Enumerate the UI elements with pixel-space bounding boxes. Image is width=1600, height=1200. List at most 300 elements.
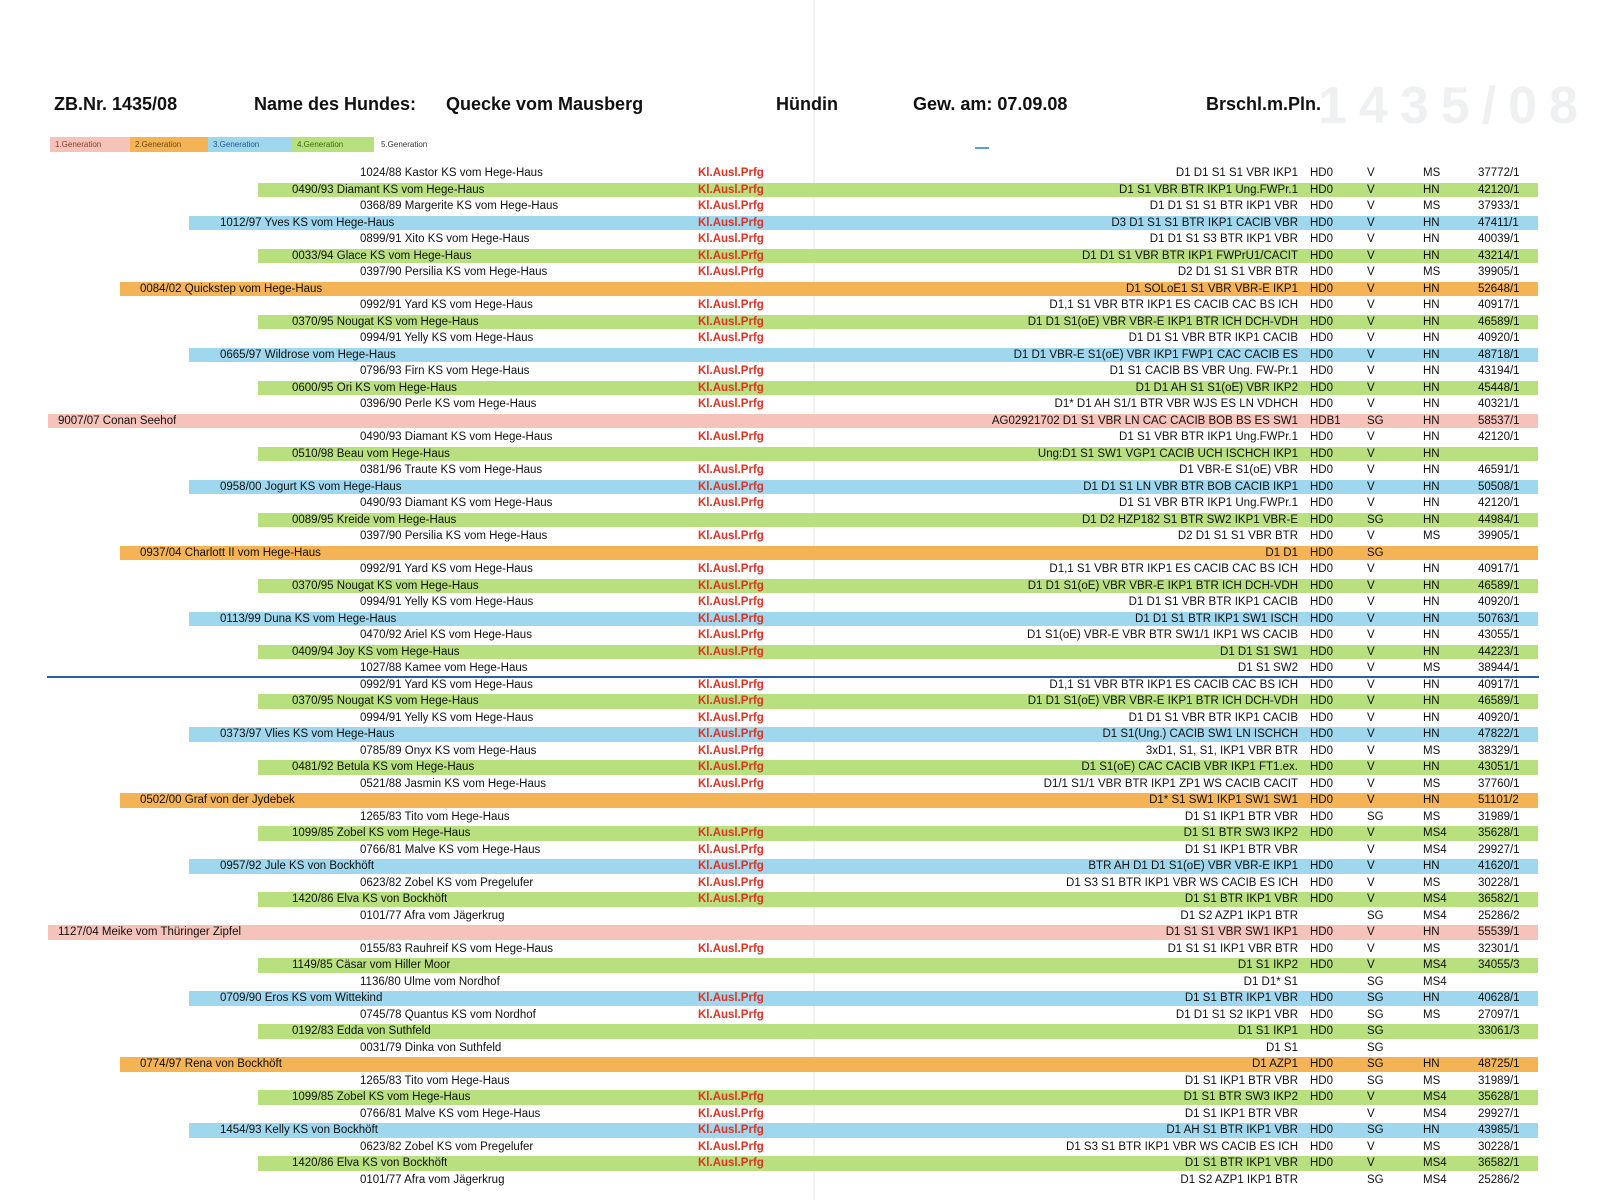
pruefung-cell: Kl.Ausl.Prfg [698,497,764,509]
dgstb-number-cell: 48718/1 [1478,348,1520,361]
results-cell: D1,1 S1 VBR BTR IKP1 ES CACIB CAC BS ICH [1049,678,1298,691]
dog-name-cell: 0994/91 Yelly KS vom Hege-Haus [360,596,534,608]
dog-name-cell: 1265/83 Tito vom Hege-Haus [360,1074,510,1087]
pedigree-row [0,462,1600,479]
results-cell: D1,1 S1 VBR BTR IKP1 ES CACIB CAC BS ICH [1049,563,1298,575]
dog-name-cell: 0397/90 Persilia KS vom Hege-Haus [360,266,548,278]
pedigree-row [0,693,1600,710]
results-cell: D1 S1 IKP2 [1237,959,1298,971]
pedigree-row [0,314,1600,331]
dog-name-cell: 1027/88 Kamee vom Hege-Haus [360,662,528,674]
abstammung-cell: HN [1423,1058,1440,1070]
pedigree-row [0,858,1600,875]
formwert-cell: V [1367,365,1375,377]
results-cell: D1 SOLoE1 S1 VBR VBR-E IKP1 [1126,282,1298,295]
abstammung-cell: MS4 [1423,893,1447,905]
dgstb-number-cell: 32301/1 [1478,942,1520,955]
hd-cell: HD0 [1310,876,1334,889]
dog-name-cell: 0490/93 Diamant KS vom Hege-Haus [360,431,553,443]
results-cell: D1 S1 IKP1 BTR VBR [1184,1107,1298,1120]
abstammung-cell: MS4 [1423,827,1447,839]
pedigree-row [0,809,1600,826]
pedigree-row [0,677,1600,694]
dgstb-number-cell: 37760/1 [1478,777,1520,790]
formwert-cell: V [1367,1091,1375,1103]
dgstb-number-cell: 44984/1 [1478,513,1520,526]
abstammung-cell: MS [1423,1008,1441,1021]
dgstb-number-cell: 40917/1 [1478,563,1520,575]
hd-cell: HD0 [1310,216,1334,229]
dog-name-cell: 0101/77 Afra vom Jägerkrug [360,909,505,922]
legend-gen-5: 5.Generation [381,140,428,149]
hd-cell: HD0 [1310,579,1334,592]
formwert-cell: SG [1367,810,1384,823]
pedigree-row [0,264,1600,281]
abstammung-cell: MS4 [1423,1107,1447,1120]
abstammung-cell: HN [1423,332,1440,344]
dog-name-cell: 1099/85 Zobel KS vom Hege-Haus [292,827,471,839]
dog-name-cell: 1012/97 Yves KS vom Hege-Haus [220,216,395,229]
pruefung-cell: Kl.Ausl.Prfg [698,728,764,740]
pedigree-row [0,710,1600,727]
hd-cell: HD0 [1310,1157,1334,1169]
dgstb-number-cell: 40039/1 [1478,233,1520,245]
formwert-cell: V [1367,249,1375,262]
abstammung-cell: HN [1423,761,1440,773]
pedigree-row [0,297,1600,314]
dog-name-cell: 0397/90 Persilia KS vom Hege-Haus [360,530,548,542]
dog-name-cell: 0470/92 Ariel KS vom Hege-Haus [360,629,532,641]
results-cell: D1 S1 VBR BTR IKP1 Ung.FWPr.1 [1119,183,1298,196]
pruefung-cell: Kl.Ausl.Prfg [698,678,764,691]
pedigree-row [0,792,1600,809]
results-cell: D3 D1 S1 S1 BTR IKP1 CACIB VBR [1111,216,1298,229]
dog-name-cell: 1420/86 Elva KS von Bockhöft [292,893,448,905]
hd-cell: HD0 [1310,167,1334,179]
results-cell: Ung:D1 S1 SW1 VGP1 CACIB UCH ISCHCH IKP1 [1037,447,1298,460]
results-cell: D1 S3 S1 BTR IKP1 VBR WS CACIB ES ICH [1066,1140,1298,1153]
generation-highlight [258,1024,1538,1039]
formwert-cell: V [1367,893,1375,905]
abstammung-cell: HN [1423,860,1440,872]
formwert-cell: V [1367,579,1375,592]
dgstb-number-cell: 58537/1 [1478,414,1520,427]
dog-name-cell: 0033/94 Glace KS vom Hege-Haus [292,249,472,262]
hd-cell: HD0 [1310,1091,1334,1103]
pruefung-cell: Kl.Ausl.Prfg [698,431,764,443]
dgstb-number-cell: 39905/1 [1478,266,1520,278]
results-cell: D1 D1 S1(oE) VBR VBR-E IKP1 BTR ICH DCH-VDH [1027,695,1298,707]
abstammung-cell: MS [1423,167,1441,179]
pruefung-cell: Kl.Ausl.Prfg [698,695,764,707]
abstammung-cell: HN [1423,315,1440,328]
results-cell: D1 D1 S1(oE) VBR VBR-E IKP1 BTR ICH DCH-VDH [1027,315,1298,328]
abstammung-cell: MS [1423,777,1441,790]
pedigree-row [0,1056,1600,1073]
formwert-cell: V [1367,678,1375,691]
formwert-cell: V [1367,216,1375,229]
dgstb-number-cell: 43214/1 [1478,249,1520,262]
hd-cell: HD0 [1310,200,1334,212]
hd-cell: HD0 [1310,794,1334,806]
pedigree-separator-line [47,676,1539,678]
formwert-cell: V [1367,167,1375,179]
dgstb-number-cell: 38329/1 [1478,744,1520,757]
dgstb-number-cell: 37933/1 [1478,200,1520,212]
blue-mark [975,147,989,149]
pedigree-row [0,941,1600,958]
abstammung-cell: MS [1423,810,1441,823]
dgstb-number-cell: 30228/1 [1478,1140,1520,1153]
dog-name-cell: 0031/79 Dinka von Suthfeld [360,1041,502,1054]
hd-cell: HD0 [1310,332,1334,344]
formwert-cell: V [1367,447,1375,460]
dog-name-cell: 0992/91 Yard KS vom Hege-Haus [360,678,533,691]
formwert-cell: SG [1367,992,1384,1004]
formwert-cell: V [1367,1157,1375,1169]
formwert-cell: V [1367,959,1375,971]
formwert-cell: V [1367,332,1375,344]
abstammung-cell: HN [1423,282,1440,295]
abstammung-cell: MS4 [1423,909,1447,922]
abstammung-cell: HN [1423,447,1440,460]
pruefung-cell: Kl.Ausl.Prfg [698,843,764,856]
pedigree-row [0,875,1600,892]
pruefung-cell: Kl.Ausl.Prfg [698,876,764,889]
dog-name-cell: 1127/04 Meike vom Thüringer Zipfel [58,926,242,938]
hd-cell: HD0 [1310,266,1334,278]
abstammung-cell: HN [1423,381,1440,394]
dog-name-cell: 0665/97 Wildrose vom Hege-Haus [220,348,396,361]
results-cell: D1 D1 AH S1 S1(oE) VBR IKP2 [1135,381,1298,394]
formwert-cell: SG [1367,546,1384,559]
pedigree-row [0,1007,1600,1024]
dog-name-cell: 0502/00 Graf von der Jydebek [140,794,295,806]
formwert-cell: V [1367,761,1375,773]
pruefung-cell: Kl.Ausl.Prfg [698,1091,764,1103]
pedigree-row [0,165,1600,182]
results-cell: D1 AH S1 BTR IKP1 VBR [1166,1124,1298,1136]
formwert-cell: V [1367,497,1375,509]
formwert-cell: V [1367,942,1375,955]
dgstb-number-cell: 51101/2 [1478,794,1519,806]
dgstb-number-cell: 29927/1 [1478,843,1520,856]
results-cell: D1 S1 VBR BTR IKP1 Ung.FWPr.1 [1119,497,1298,509]
pruefung-cell: Kl.Ausl.Prfg [698,942,764,955]
results-cell: D1 D1 S1 BTR IKP1 SW1 ISCH [1135,612,1298,625]
formwert-cell: V [1367,695,1375,707]
results-cell: D1 S1(Ung.) CACIB SW1 LN ISCHCH [1102,728,1298,740]
formwert-cell: V [1367,183,1375,196]
pedigree-row [0,396,1600,413]
legend-gen-4: 4.Generation [292,137,374,152]
hd-cell: HD0 [1310,645,1334,658]
results-cell: D2 D1 S1 S1 VBR BTR [1177,530,1298,542]
dog-name-cell: 0113/99 Duna KS vom Hege-Haus [220,612,397,625]
results-cell: D1 D1 S1 VBR BTR IKP1 CACIB [1128,332,1298,344]
pruefung-cell: Kl.Ausl.Prfg [698,183,764,196]
results-cell: D1/1 S1/1 VBR BTR IKP1 ZP1 WS CACIB CACIT [1043,777,1298,790]
dog-name-cell: 0994/91 Yelly KS vom Hege-Haus [360,711,534,724]
pedigree-row [0,594,1600,611]
dog-name-cell: 0490/93 Diamant KS vom Hege-Haus [360,497,553,509]
pedigree-row [0,545,1600,562]
dog-name-cell: 0785/89 Onyx KS vom Hege-Haus [360,744,537,757]
results-cell: D1 S1(oE) CAC CACIB VBR IKP1 FT1.ex. [1081,761,1298,773]
dog-name-cell: 0796/93 Firn KS vom Hege-Haus [360,365,530,377]
dgstb-number-cell: 47822/1 [1478,728,1520,740]
hd-cell: HD0 [1310,1074,1334,1087]
results-cell: D1 D1 S1 S1 VBR IKP1 [1175,167,1298,179]
dog-name-cell: 1420/86 Elva KS von Bockhöft [292,1157,448,1169]
pruefung-cell: Kl.Ausl.Prfg [698,596,764,608]
hd-cell: HD0 [1310,1058,1334,1070]
results-cell: D1 D1* S1 [1243,975,1298,988]
formwert-cell: V [1367,629,1375,641]
dog-name-cell: 0958/00 Jogurt KS vom Hege-Haus [220,480,402,493]
hd-cell: HD0 [1310,596,1334,608]
abstammung-cell: MS [1423,942,1441,955]
hd-cell: HD0 [1310,728,1334,740]
hd-cell: HD0 [1310,348,1334,361]
pruefung-cell: Kl.Ausl.Prfg [698,200,764,212]
pruefung-cell: Kl.Ausl.Prfg [698,860,764,872]
pedigree-row [0,1073,1600,1090]
hd-cell: HD0 [1310,513,1334,526]
abstammung-cell: HN [1423,513,1440,526]
pruefung-cell: Kl.Ausl.Prfg [698,365,764,377]
results-cell: D1 D1 S1(oE) VBR VBR-E IKP1 BTR ICH DCH-VDH [1027,579,1298,592]
results-cell: D1 D1 S1 LN VBR BTR BOB CACIB IKP1 [1083,480,1298,493]
pruefung-cell: Kl.Ausl.Prfg [698,398,764,410]
results-cell: D1 S1 IKP1 BTR VBR [1184,810,1298,823]
abstammung-cell: HN [1423,216,1440,229]
abstammung-cell: HN [1423,992,1440,1004]
hd-cell: HD0 [1310,761,1334,773]
formwert-cell: V [1367,200,1375,212]
pedigree-row [0,198,1600,215]
dog-name-cell: 9007/07 Conan Seehof [58,414,177,427]
dog-name-cell: 0368/89 Margerite KS vom Hege-Haus [360,200,559,212]
pedigree-row [0,413,1600,430]
pruefung-cell: Kl.Ausl.Prfg [698,777,764,790]
hd-cell: HD0 [1310,431,1334,443]
pedigree-row [0,842,1600,859]
formwert-cell: SG [1367,1124,1384,1136]
pedigree-row [0,743,1600,760]
abstammung-cell: HN [1423,629,1440,641]
results-cell: D1 S1 BTR SW3 IKP2 [1183,827,1298,839]
formwert-cell: V [1367,431,1375,443]
pruefung-cell: Kl.Ausl.Prfg [698,612,764,625]
results-cell: D1 D1 S1 S1 BTR IKP1 VBR [1149,200,1298,212]
formwert-cell: V [1367,299,1375,311]
hd-cell: HD0 [1310,497,1334,509]
pruefung-cell: Kl.Ausl.Prfg [698,579,764,592]
pruefung-cell: Kl.Ausl.Prfg [698,827,764,839]
dgstb-number-cell: 40917/1 [1478,678,1520,691]
abstammung-cell: HN [1423,579,1440,592]
abstammung-cell: MS [1423,1140,1441,1153]
dog-name-cell: 0101/77 Afra vom Jägerkrug [360,1173,505,1186]
pedigree-row [0,627,1600,644]
abstammung-cell: HN [1423,728,1440,740]
formwert-cell: V [1367,530,1375,542]
dgstb-number-cell: 55539/1 [1478,926,1520,938]
dgstb-number-cell: 39905/1 [1478,530,1520,542]
pruefung-cell: Kl.Ausl.Prfg [698,381,764,394]
dgstb-number-cell: 46589/1 [1478,579,1520,592]
abstammung-cell: MS [1423,662,1441,674]
formwert-cell: V [1367,926,1375,938]
pruefung-cell: Kl.Ausl.Prfg [698,1140,764,1153]
abstammung-cell: MS [1423,744,1441,757]
dgstb-number-cell: 36582/1 [1478,1157,1520,1169]
dog-name-cell: 0623/82 Zobel KS vom Pregelufer [360,876,534,889]
dgstb-number-cell: 50763/1 [1478,612,1520,625]
pedigree-row [0,759,1600,776]
formwert-cell: V [1367,398,1375,410]
abstammung-cell: HN [1423,183,1440,196]
hd-cell: HDB1 [1310,414,1341,427]
abstammung-cell: HN [1423,233,1440,245]
pedigree-row [0,990,1600,1007]
dgstb-number-cell: 42120/1 [1478,183,1520,196]
results-cell: D1 S1 [1266,1041,1298,1054]
formwert-cell: V [1367,596,1375,608]
results-cell: D1 D2 HZP182 S1 BTR SW2 IKP1 VBR-E [1081,513,1298,526]
abstammung-cell: HN [1423,398,1440,410]
abstammung-cell: HN [1423,926,1440,938]
pruefung-cell: Kl.Ausl.Prfg [698,1124,764,1136]
pedigree-row [0,528,1600,545]
pruefung-cell: Kl.Ausl.Prfg [698,711,764,724]
hd-cell: HD0 [1310,942,1334,955]
dog-name-cell: 0600/95 Ori KS vom Hege-Haus [292,381,457,394]
hd-cell: HD0 [1310,678,1334,691]
dog-name-cell: 0396/90 Perle KS vom Hege-Haus [360,398,537,410]
pruefung-cell: Kl.Ausl.Prfg [698,315,764,328]
pedigree-row [0,479,1600,496]
dgstb-number-cell: 43055/1 [1478,629,1520,641]
pedigree-row [0,561,1600,578]
hd-cell: HD0 [1310,926,1334,938]
results-cell: D1 S1 CACIB BS VBR Ung. FW-Pr.1 [1109,365,1298,377]
pedigree-row [0,248,1600,265]
dog-name-cell: 0899/91 Xito KS vom Hege-Haus [360,233,530,245]
hd-cell: HD0 [1310,563,1334,575]
dgstb-number-cell: 27097/1 [1478,1008,1520,1021]
formwert-cell: V [1367,266,1375,278]
abstammung-cell: HN [1423,678,1440,691]
pruefung-cell: Kl.Ausl.Prfg [698,464,764,476]
formwert-cell: SG [1367,1041,1384,1054]
dgstb-number-cell: 35628/1 [1478,1091,1520,1103]
formwert-cell: V [1367,645,1375,658]
name-label: Name des Hundes: [254,94,417,114]
hd-cell: HD0 [1310,893,1334,905]
generation-highlight [189,859,1538,874]
dog-name-cell: 0745/78 Quantus KS vom Nordhof [360,1008,536,1021]
results-cell: D1 S1 S1 VBR SW1 IKP1 [1165,926,1298,938]
dgstb-number-cell: 41620/1 [1478,860,1520,872]
hd-cell: HD0 [1310,1025,1334,1037]
pedigree-row [0,1122,1600,1139]
pedigree-row [0,330,1600,347]
dgstb-number-cell: 52648/1 [1478,282,1520,295]
dgstb-number-cell: 31989/1 [1478,810,1520,823]
pedigree-row [0,347,1600,364]
hd-cell: HD0 [1310,1008,1334,1021]
pedigree-row [0,908,1600,925]
pruefung-cell: Kl.Ausl.Prfg [698,167,764,179]
results-cell: D1 D1 S1 VBR BTR IKP1 CACIB [1128,711,1298,724]
pedigree-row [0,660,1600,677]
dgstb-number-cell: 38944/1 [1478,662,1520,674]
abstammung-cell: MS4 [1423,1157,1447,1169]
dog-name-cell: 0373/97 Vlies KS vom Hege-Haus [220,728,395,740]
pedigree-row [0,957,1600,974]
abstammung-cell: HN [1423,249,1440,262]
dog-name-cell: 0623/82 Zobel KS vom Pregelufer [360,1140,534,1153]
dgstb-number-cell: 36582/1 [1478,893,1520,905]
watermark-number: 1435/08 [1318,77,1590,135]
pedigree-row [0,281,1600,298]
abstammung-cell: MS [1423,1074,1441,1087]
formwert-cell: V [1367,563,1375,575]
dgstb-number-cell: 37772/1 [1478,167,1520,179]
hd-cell: HD0 [1310,1124,1334,1136]
abstammung-cell: MS [1423,200,1441,212]
abstammung-cell: HN [1423,365,1440,377]
hd-cell: HD0 [1310,695,1334,707]
abstammung-cell: HN [1423,711,1440,724]
pedigree-row [0,611,1600,628]
dgstb-number-cell: 42120/1 [1478,431,1520,443]
abstammung-cell: MS4 [1423,1091,1447,1103]
dog-name-cell: 1024/88 Kastor KS vom Hege-Haus [360,167,543,179]
sex: Hündin [776,94,838,114]
pruefung-cell: Kl.Ausl.Prfg [698,216,764,229]
formwert-cell: V [1367,827,1375,839]
dog-name-cell: 1265/83 Tito vom Hege-Haus [360,810,510,823]
hd-cell: HD0 [1310,810,1334,823]
hd-cell: HD0 [1310,744,1334,757]
hd-cell: HD0 [1310,530,1334,542]
dog-name-cell: 0370/95 Nougat KS vom Hege-Haus [292,695,479,707]
pedigree-row [0,1172,1600,1189]
dgstb-number-cell: 40920/1 [1478,332,1520,344]
pruefung-cell: Kl.Ausl.Prfg [698,480,764,493]
formwert-cell: V [1367,282,1375,295]
results-cell: D1 S3 S1 BTR IKP1 VBR WS CACIB ES ICH [1066,876,1298,889]
pruefung-cell: Kl.Ausl.Prfg [698,233,764,245]
dgstb-number-cell: 35628/1 [1478,827,1520,839]
results-cell: D1 D1 S1 S2 IKP1 VBR [1175,1008,1298,1021]
results-cell: D1 S1 IKP1 [1237,1025,1298,1037]
formwert-cell: V [1367,777,1375,790]
dog-name-cell: 0192/83 Edda von Suthfeld [292,1025,431,1037]
formwert-cell: V [1367,843,1375,856]
dog-name-cell: 0992/91 Yard KS vom Hege-Haus [360,563,533,575]
hd-cell: HD0 [1310,315,1334,328]
results-cell: D1 D1 S1 VBR BTR IKP1 FWPrU1/CACIT [1082,249,1298,262]
generation-highlight [189,991,1538,1006]
results-cell: 3xD1, S1, S1, IKP1 VBR BTR [1145,744,1298,757]
pruefung-cell: Kl.Ausl.Prfg [698,645,764,658]
hd-cell: HD0 [1310,282,1334,295]
legend-gen-3: 3.Generation [208,137,292,152]
